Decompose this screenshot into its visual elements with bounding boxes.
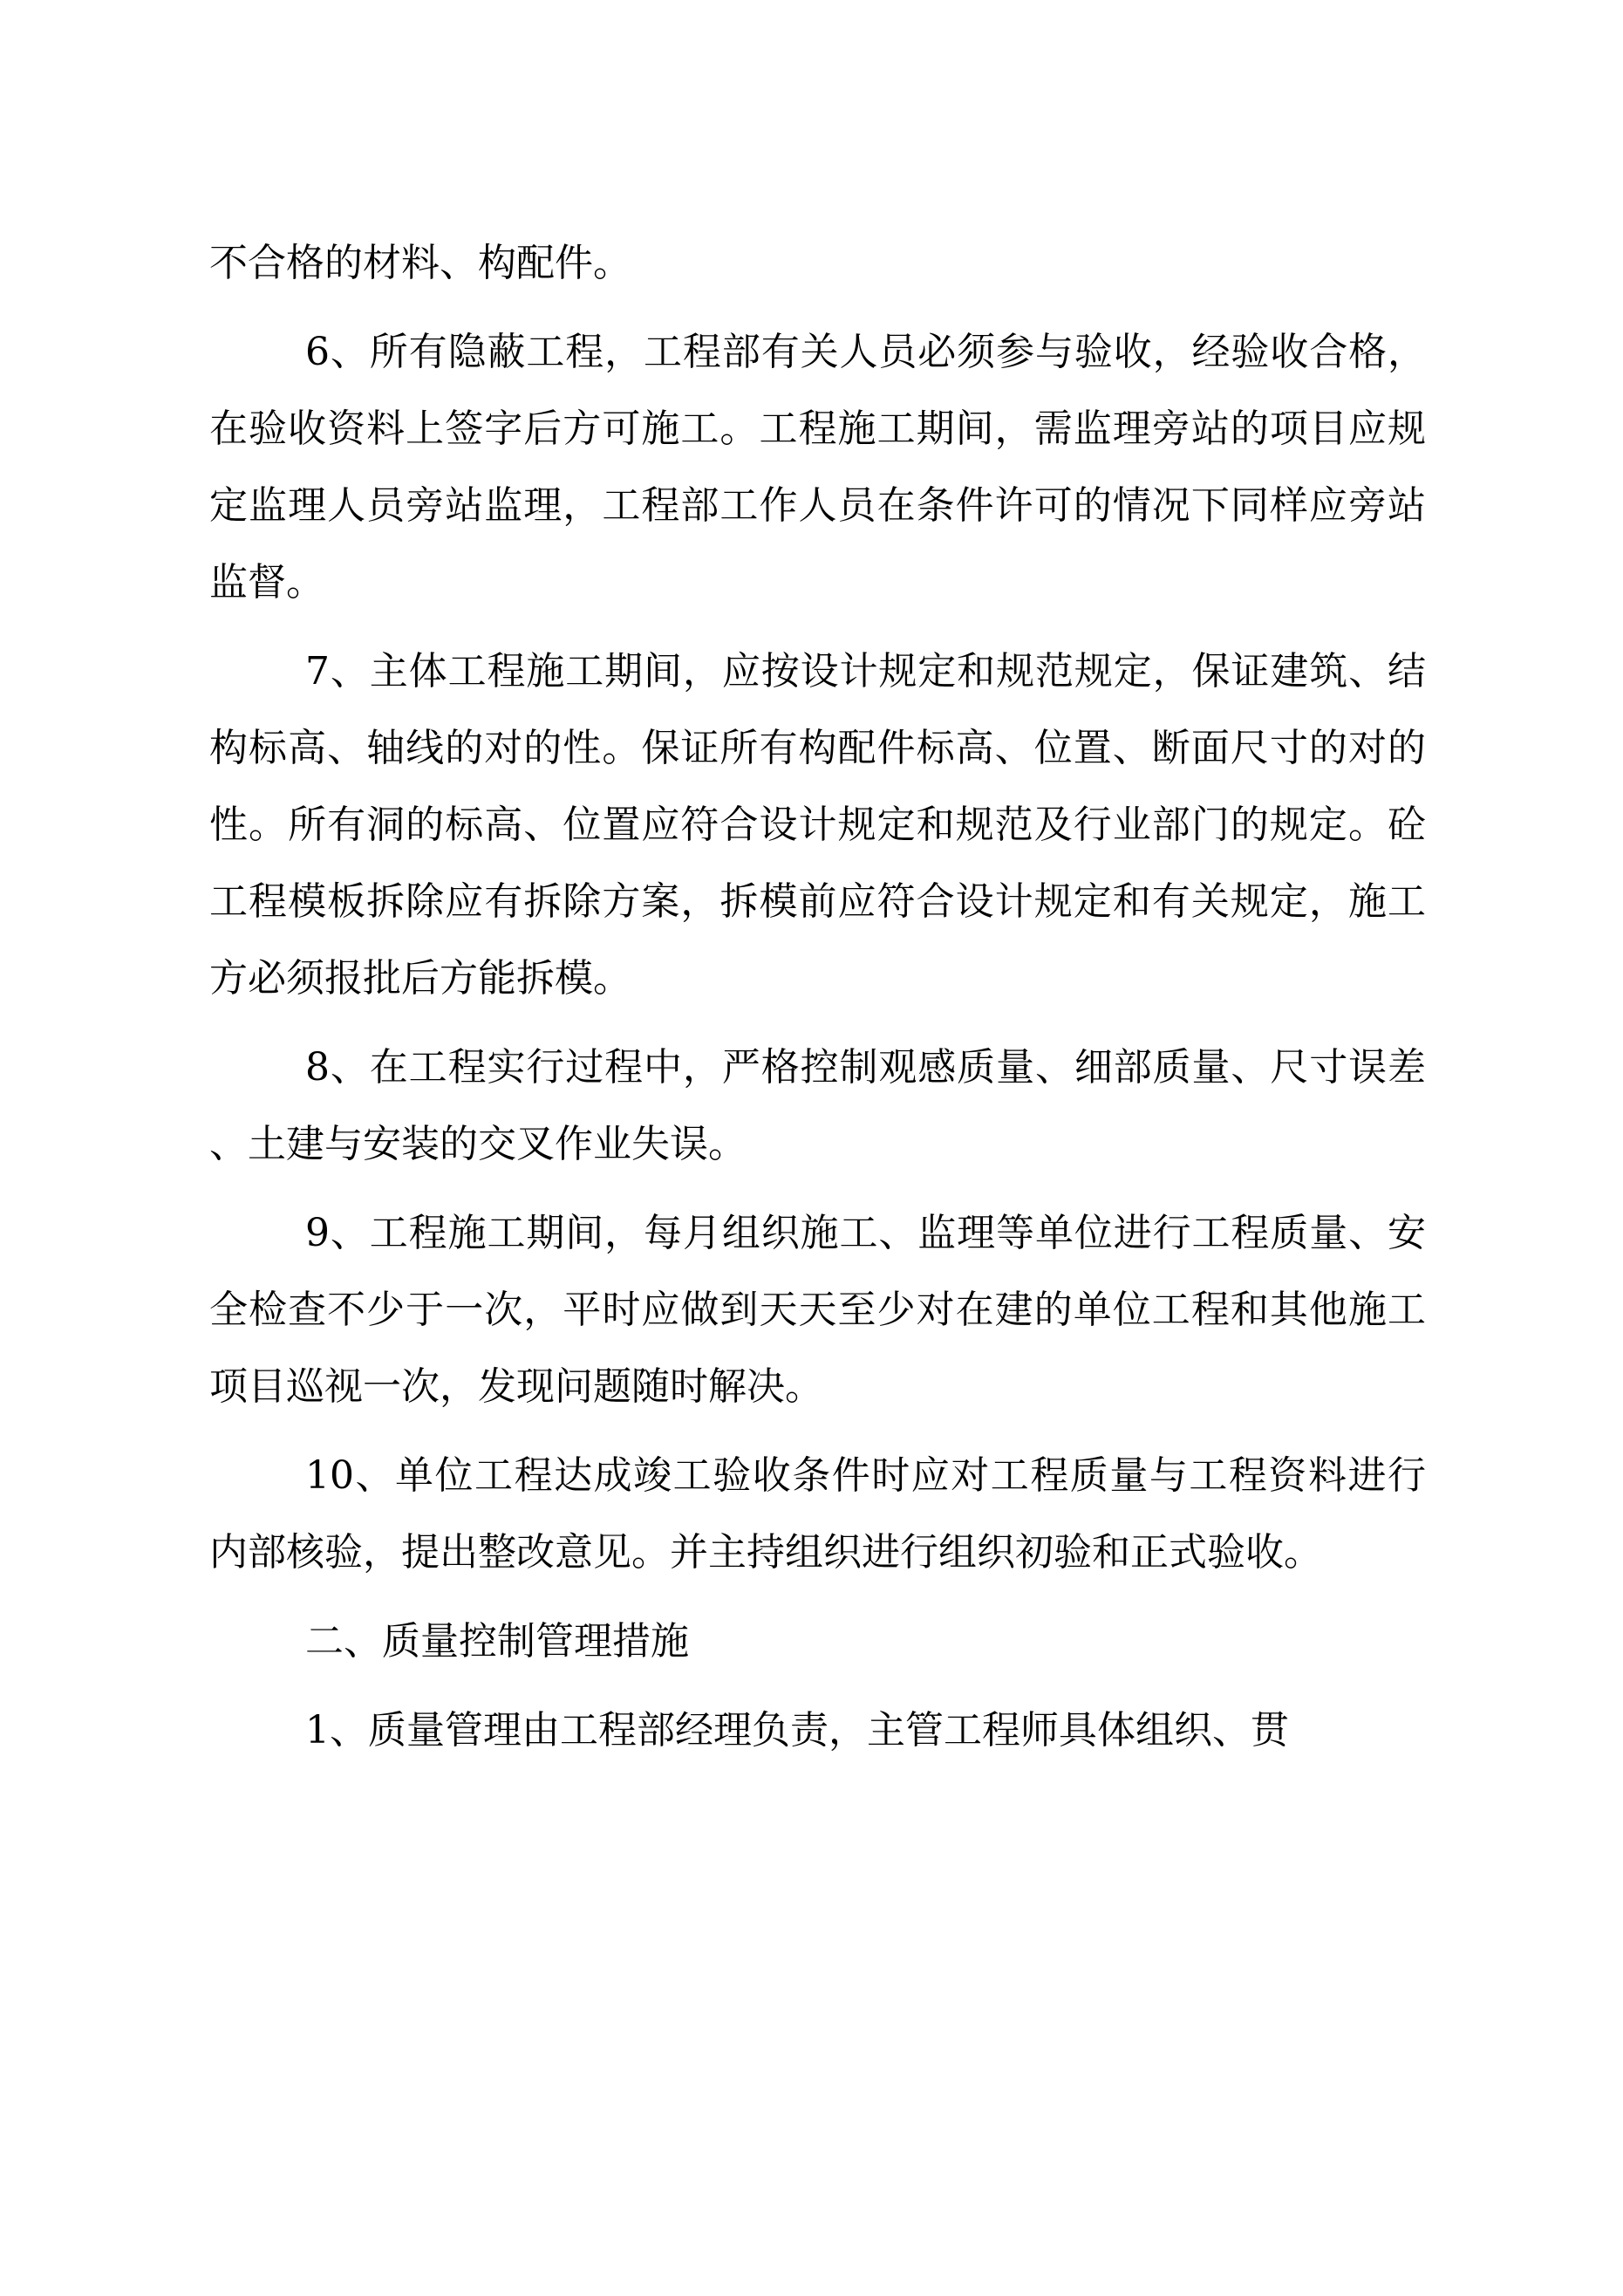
text-line: 性。所有洞的标高、位置应符合设计规定和规范及行业部门的规定。砼 [209, 803, 1426, 847]
text-line: 10、单位工程达成竣工验收条件时应对工程质量与工程资料进行 [305, 1453, 1426, 1498]
text-line: 在验收资料上签字后方可施工。工程施工期间，需监理旁站的项目应规 [209, 407, 1426, 451]
text-line: 6、所有隐蔽工程，工程部有关人员必须参与验收，经验收合格， [305, 330, 1426, 374]
text-line: 监督。 [209, 560, 324, 605]
text-line: 项目巡视一次，发现问题随时解决。 [209, 1364, 823, 1409]
text-line: 定监理人员旁站监理，工程部工作人员在条件许可的情况下同样应旁站 [209, 483, 1426, 528]
text-line: 不合格的材料、构配件。 [209, 241, 631, 285]
paragraph [209, 225, 1426, 302]
text-line: 1、质量管理由工程部经理负责，主管工程师具体组织、贯 [305, 1708, 1289, 1753]
paragraph [209, 1692, 1426, 1769]
text-line: 二、质量控制管理措施 [305, 1619, 689, 1664]
text-line: 9、工程施工期间，每月组织施工、监理等单位进行工程质量、安 [305, 1211, 1426, 1255]
text-line: 全检查不少于一次，平时应做到天天至少对在建的单位工程和其他施工 [209, 1288, 1426, 1332]
paragraph [209, 314, 1426, 621]
paragraph [209, 633, 1426, 1017]
document-body [209, 225, 1426, 1781]
text-line: 构标高、轴线的对的性。保证所有构配件标高、位置、断面尺寸的对的 [209, 726, 1426, 770]
text-line: 7、主体工程施工期间，应按设计规定和规范规定，保证建筑、结 [305, 649, 1426, 694]
text-line: 、土建与安装的交叉作业失误。 [209, 1122, 747, 1166]
text-line: 内部核验，提出整改意见。并主持组织进行组织初验和正式验收。 [209, 1530, 1322, 1575]
paragraph [209, 1029, 1426, 1183]
text-line: 工程模板拆除应有拆除方案，拆模前应符合设计规定和有关规定，施工 [209, 879, 1426, 924]
text-line: 方必须报批后方能拆模。 [209, 956, 631, 1001]
paragraph [209, 1438, 1426, 1591]
paragraph [209, 1195, 1426, 1425]
text-line: 8、在工程实行过程中，严格控制观感质量、细部质量、尺寸误差 [305, 1045, 1426, 1090]
paragraph [209, 1603, 1426, 1680]
